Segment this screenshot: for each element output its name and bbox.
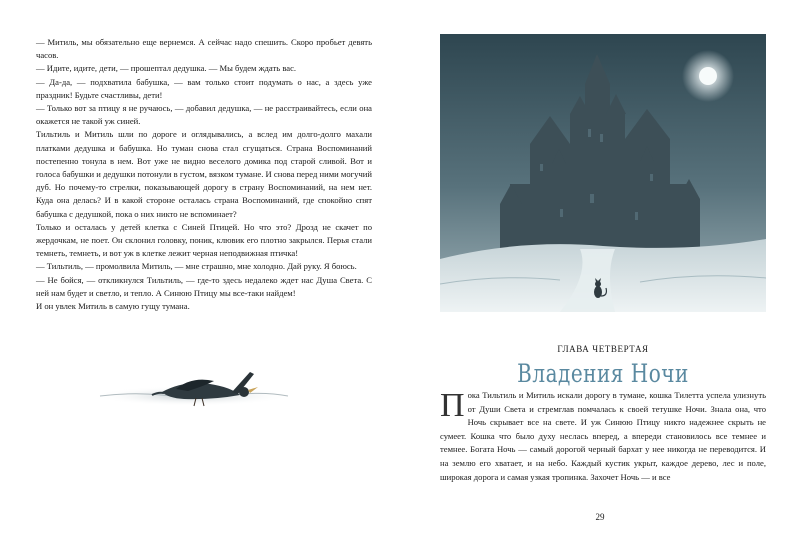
dead-bird-illustration xyxy=(92,362,292,408)
paragraph xyxy=(440,389,766,484)
paragraph: — Идите, идите, дети, — прошептал дедушка. — Мы будем ждать вас. xyxy=(36,63,297,74)
paragraph-body: ока Тильтиль и Митиль искали дорогу в тумане, кошка Тилетта успела улизнуть от Души Света и стремглав помчалась к своей тетушке Ночи. Знала она, что Ночь скрывает все на свете. И уж Синюю Птицу никто надежнее скрыть не сумеет. Кошка что было духу неслась вперед, а впереди становилось все темнее и темнее. Богата Ночь — самый дорогой черный бархат у нее никогда не переводится. И на землю его хватает, и на небо. Каждый кустик укрыт, каждое дерево, лес и поле, широкая дорога и самая узкая тропинка. Захочет Ночь — и все xyxy=(440,390,766,482)
paragraph: Только и осталась у детей клетка с Синей Птицей. Но что это? Дрозд не скачет по жердочкам, не поет. Он склонил головку, поник, клювик его плотно закрылся. Перья стали темнеть, темнеть, и вот уж в клетке лежит черная неподвижная птичка! xyxy=(36,221,372,259)
chapter-label: ГЛАВА ЧЕТВЕРТАЯ xyxy=(557,344,649,354)
paragraph: Тильтиль и Митиль шли по дороге и оглядывались, а вслед им долго-долго махали платками дедушка и бабушка. Но туман снова стал сгущаться. Страна Воспоминаний постепенно тонула в нем. Вот уже не видно веселого домика под старой сливой. Вот и голоса бабушки и дедушки потонули в густом, вязком тумане. И снова перед ними могучий дуб. Но почему-то стрелки, показывающей дорогу в страну Воспоминаний, на нем нет. Куда она делась? И в какой стороне осталась страна Воспоминаний, где спокойно спят бабушка с дедушкой, пока о них никто не вспоминает? xyxy=(36,129,372,219)
paragraph: — Митиль, мы обязательно еще вернемся. А сейчас надо спешить. Скоро пробьет девять часов. xyxy=(36,37,372,61)
right-page-text xyxy=(440,389,766,484)
chapter-title: Владения Ночи xyxy=(517,358,689,388)
left-page-text xyxy=(36,36,372,313)
castle-illustration xyxy=(440,34,766,312)
paragraph: — Не бойся, — откликнулся Тильтиль, — где-то здесь недалеко ждет нас Душа Света. С ней нам будет и светло, и тепло. А Синюю Птицу мы все-таки найдем! xyxy=(36,274,372,298)
paragraph: — Только вот за птицу я не ручаюсь, — добавил дедушка, — не расстраивайтесь, если она окажется не такой уж синей. xyxy=(36,103,372,127)
paragraph: — Да-да, — подхватила бабушка, — вам только стоит подумать о нас, а здесь уже праздник! Будьте счастливы, дети! xyxy=(36,76,372,100)
drop-cap: П xyxy=(440,387,465,424)
page-number: 29 xyxy=(595,512,605,522)
right-page xyxy=(400,0,800,543)
paragraph: — Тильтиль, — промолвила Митиль, — мне страшно, мне холодно. Дай руку. Я боюсь. xyxy=(36,261,357,272)
paragraph: И он увлек Митиль в самую гущу тумана. xyxy=(36,301,190,312)
